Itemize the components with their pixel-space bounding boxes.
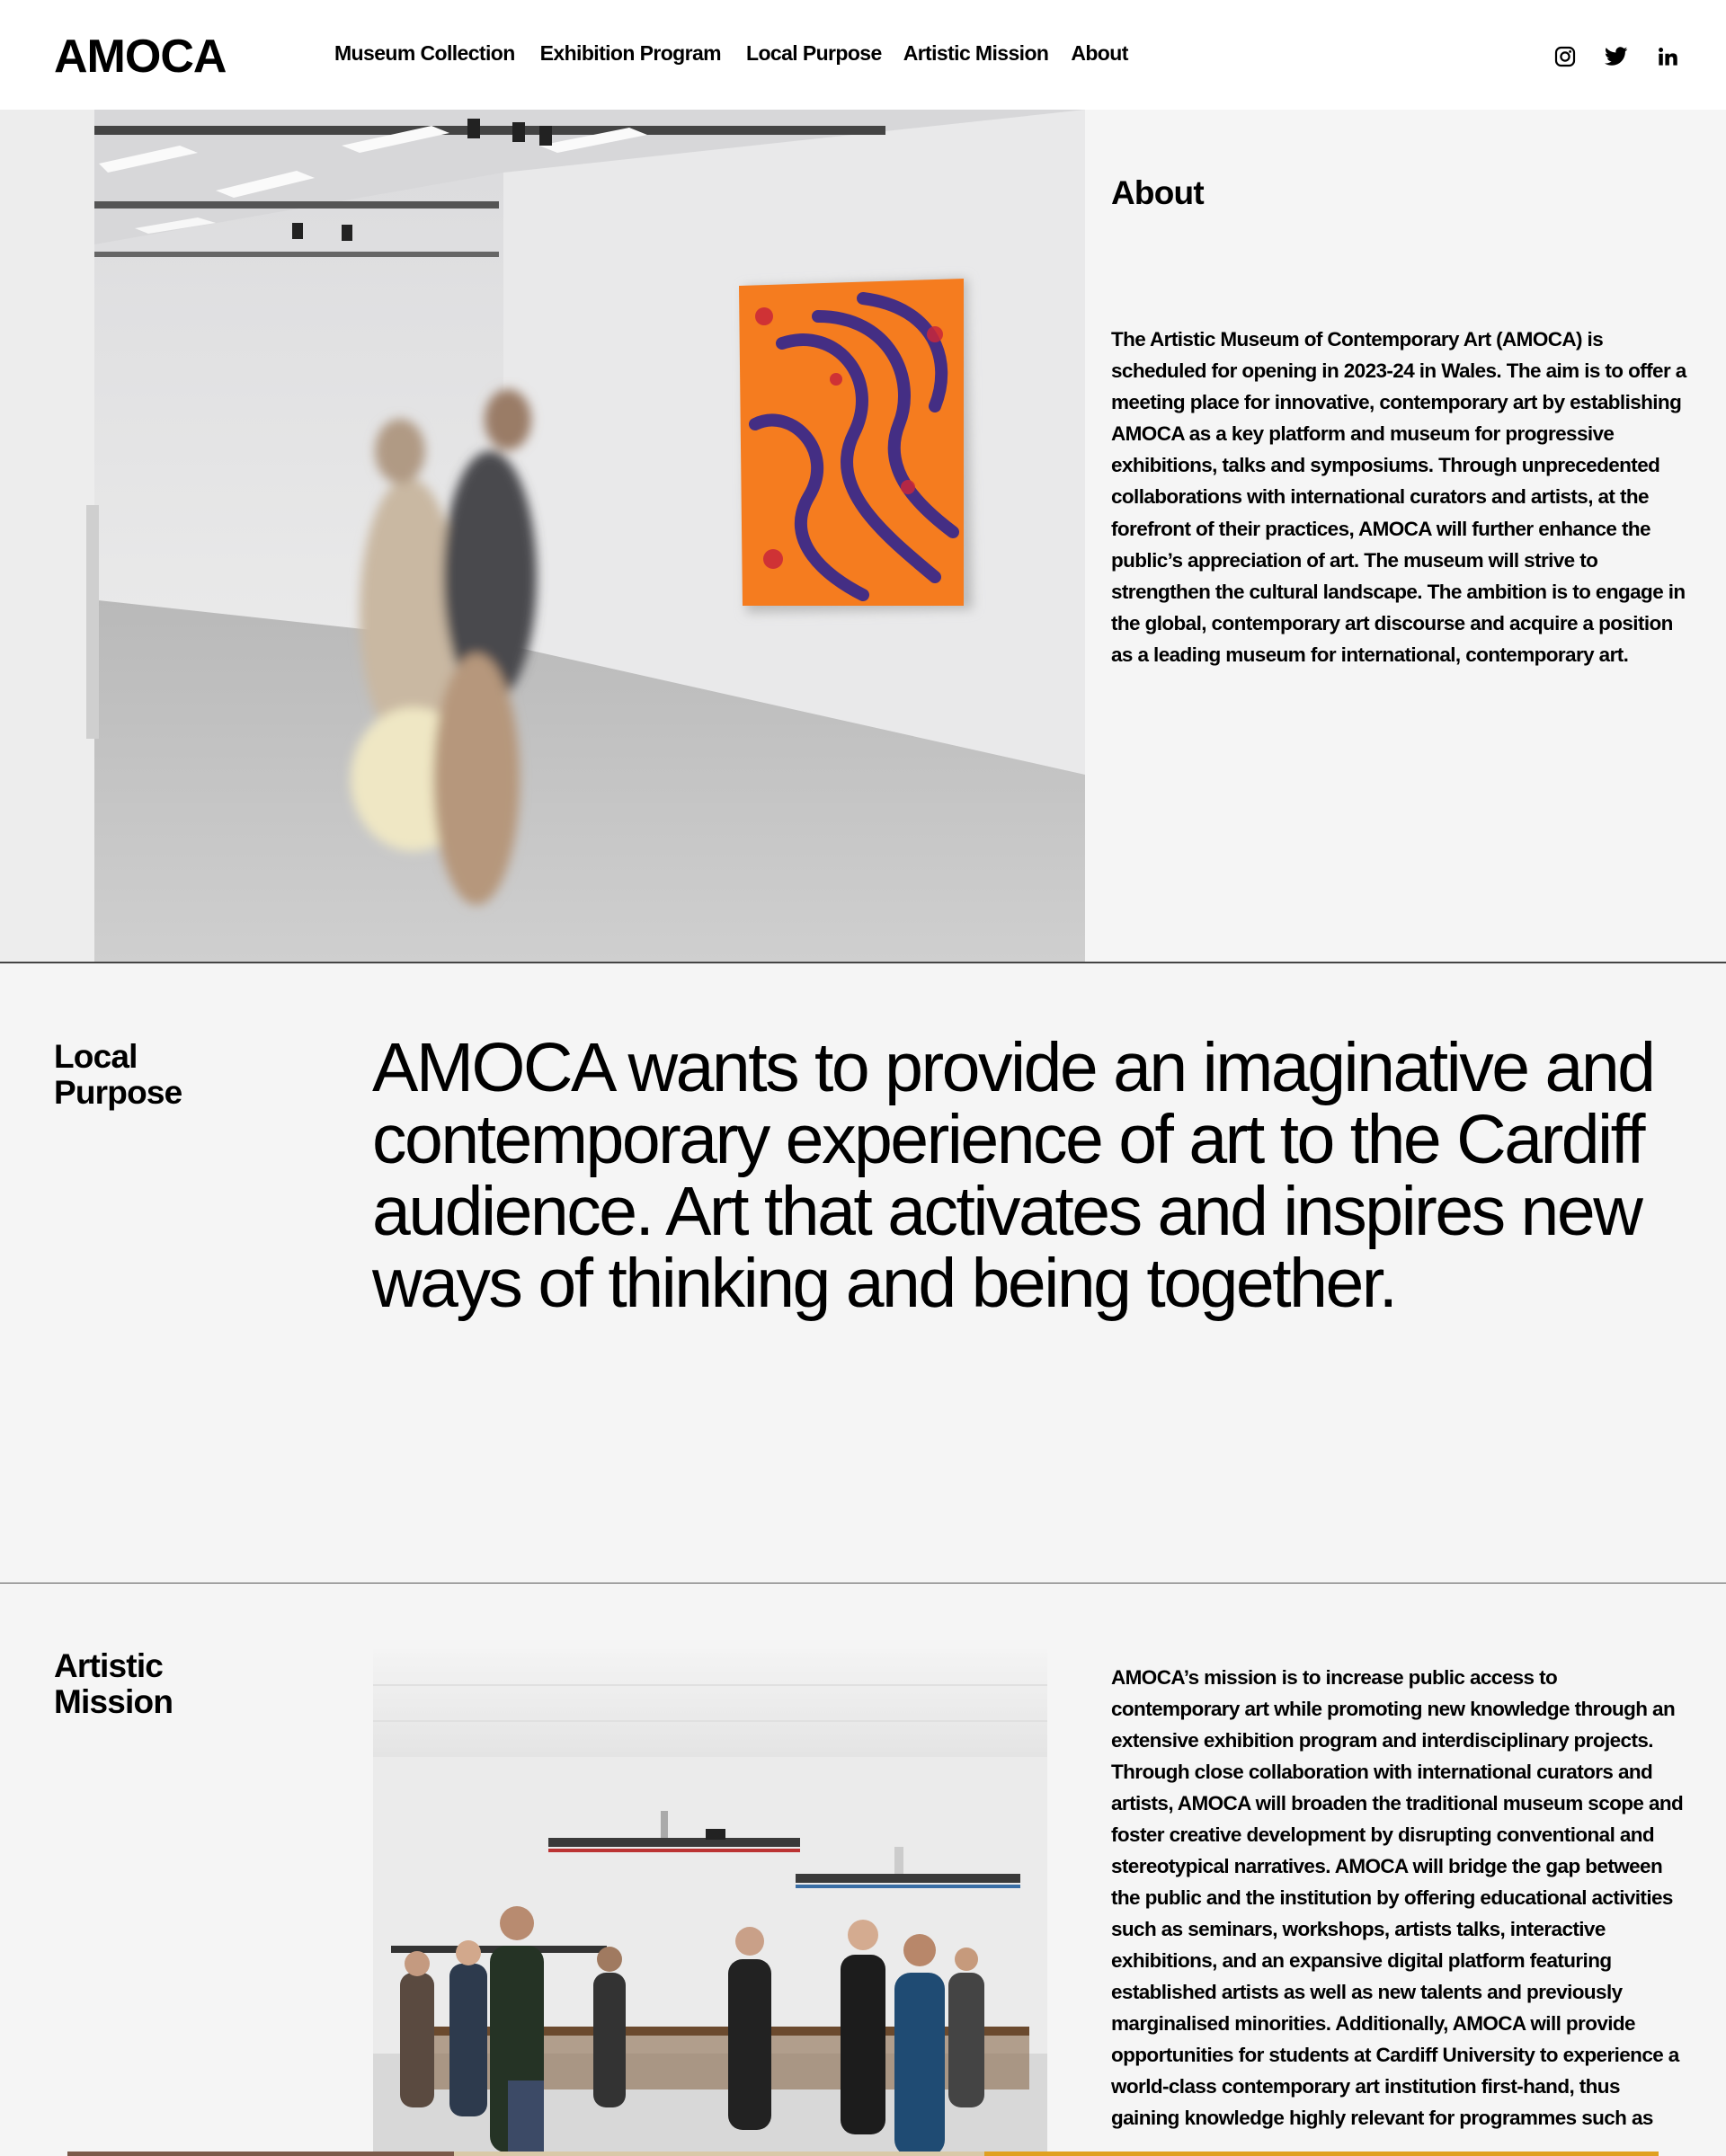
local-purpose-statement: AMOCA wants to provide an imaginative and contemporary experience of art to the Cardiff audience. Art that activates and inspires new ways of thinking and being together. [372, 1029, 1654, 1322]
main-nav [334, 40, 1128, 67]
next-image-edge [67, 2152, 454, 2156]
nav-artistic-mission[interactable]: Artistic Mission [903, 41, 1049, 65]
local-purpose-heading [54, 1039, 234, 1111]
section-divider [0, 1583, 1726, 1584]
nav-about[interactable]: About [1071, 41, 1128, 65]
section-divider [0, 962, 1726, 963]
about-section [0, 110, 1726, 962]
nav-museum-collection[interactable]: Museum Collection [334, 41, 515, 65]
about-heading: About [1111, 174, 1204, 211]
heading-line: Local [54, 1038, 138, 1075]
twitter-icon[interactable] [1603, 43, 1630, 70]
amoca-logo[interactable]: AMOCA [54, 31, 227, 83]
about-body-text: The Artistic Museum of Contemporary Art (AMOCA) is scheduled for opening in 2023-24 in Wales. The aim is to offer a meeting place for innovative, contemporary art by establishing AMOCA as a key platform and museum for progressive exhibitions, talks and symposiums. Through unprecedented collaborations with international curators and artists, at the forefront of their practices, AMOCA will further enhance the public’s appreciation of art. The museum will strive to strengthen the cultural landscape. The ambition is to engage in the global, contemporary art discourse and acquire a position as a leading museum for international, contemporary art. [1111, 328, 1686, 666]
heading-line: Purpose [54, 1074, 182, 1111]
nav-exhibition-program[interactable]: Exhibition Program [539, 41, 721, 65]
artistic-mission-heading [54, 1648, 234, 1720]
site-header [0, 0, 1726, 110]
heading-line: Mission [54, 1683, 173, 1720]
heading-line: Artistic [54, 1647, 164, 1684]
artistic-mission-body-text: AMOCA’s mission is to increase public access to contemporary art while promoting new knowledge through an extensive exhibition program and interdisciplinary projects. Through close collaboration with international curators and artists, AMOCA will broaden the traditional museum scope and foster creative development by disrupting conventional and stereotypical narratives. AMOCA will bridge the gap between the public and the institution by offering educational activities such as seminars, workshops, artists talks, interactive exhibitions, and an expansive digital platform featuring established artists as well as new talents and previously marginalised minorities. Additionally, AMOCA will provide opportunities for students at Cardiff University to experience a world-class contemporary art institution first-hand, thus gaining knowledge highly relevant for programmes such as [1111, 1666, 1684, 2129]
next-image-edge [984, 2152, 1659, 2156]
exhibition-visitors-image [373, 1649, 1047, 2156]
gallery-hero-image [0, 110, 1085, 962]
linkedin-icon[interactable] [1654, 43, 1681, 70]
nav-local-purpose[interactable]: Local Purpose [746, 41, 882, 65]
instagram-icon[interactable] [1552, 43, 1579, 70]
social-links [1552, 43, 1681, 70]
next-image-edge [454, 2152, 984, 2156]
